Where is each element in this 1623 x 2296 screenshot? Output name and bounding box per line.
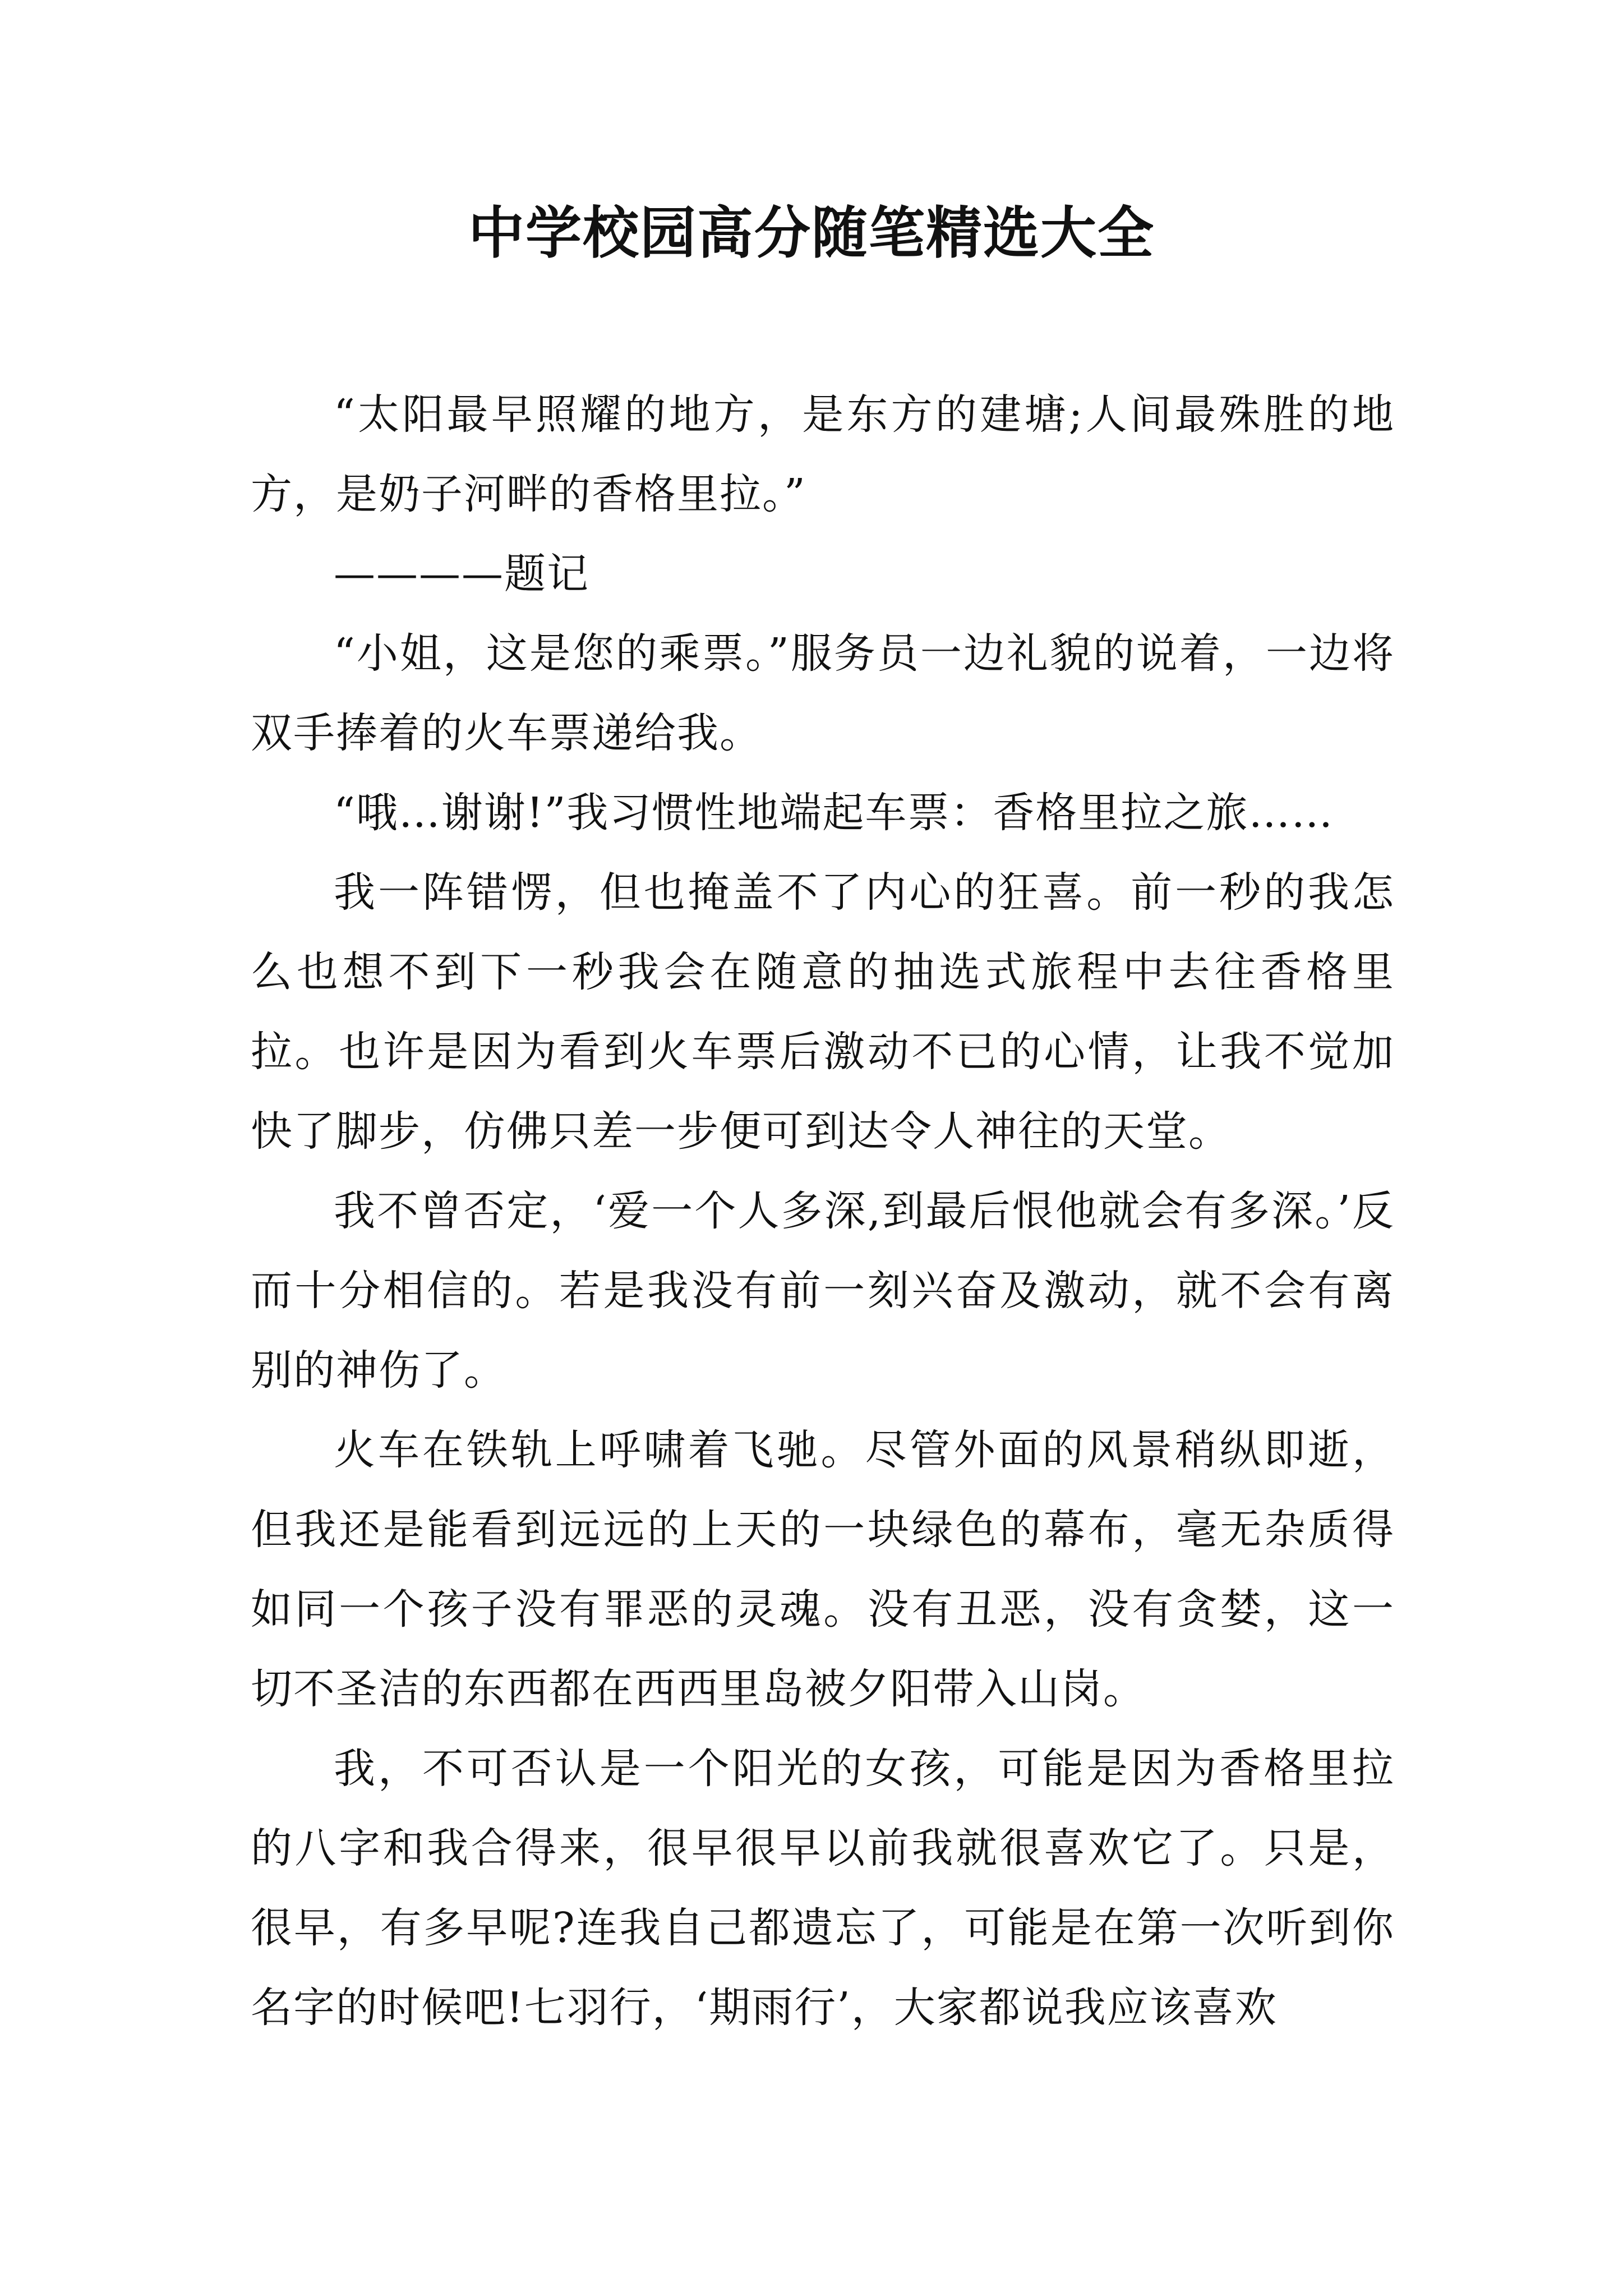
body-paragraph: “小姐，这是您的乘票。”服务员一边礼貌的说着，一边将双手捧着的火车票递给我。	[251, 629, 1395, 757]
document-body	[251, 375, 1395, 2047]
body-paragraph: 我，不可否认是一个阳光的女孩，可能是因为香格里拉的八字和我合得来，很早很早以前我就很喜欢它了。只是，很早，有多早呢?连我自己都遗忘了，可能是在第一次听到你名字的时候吧!七羽行，‘期雨行’，大家都说我应该喜欢	[251, 1745, 1395, 2032]
body-paragraph: “哦…谢谢!”我习惯性地端起车票：香格里拉之旅……	[334, 789, 1334, 837]
epigraph-paragraph: “太阳最早照耀的地方，是东方的建塘;人间最殊胜的地方，是奶子河畔的香格里拉。”	[251, 390, 1395, 518]
document-title: 中学校园高分随笔精选大全	[468, 200, 1155, 266]
body-paragraph: 火车在铁轨上呼啸着飞驰。尽管外面的风景稍纵即逝，但我还是能看到远远的上天的一块绿色的幕布，毫无杂质得如同一个孩子没有罪恶的灵魂。没有丑恶，没有贪婪，这一切不圣洁的东西都在西西里岛被夕阳带入山岗。	[251, 1426, 1395, 1713]
body-paragraph: 我不曾否定，‘爱一个人多深,到最后恨他就会有多深。’反而十分相信的。若是我没有前一刻兴奋及激动，就不会有离别的神伤了。	[251, 1187, 1395, 1395]
body-paragraph: 我一阵错愣，但也掩盖不了内心的狂喜。前一秒的我怎么也想不到下一秒我会在随意的抽选式旅程中去往香格里拉。也许是因为看到火车票后激动不已的心情，让我不觉加快了脚步，仿佛只差一步便可到达令人神往的天堂。	[251, 868, 1395, 1156]
epigraph-signature: ————题记	[334, 550, 589, 598]
